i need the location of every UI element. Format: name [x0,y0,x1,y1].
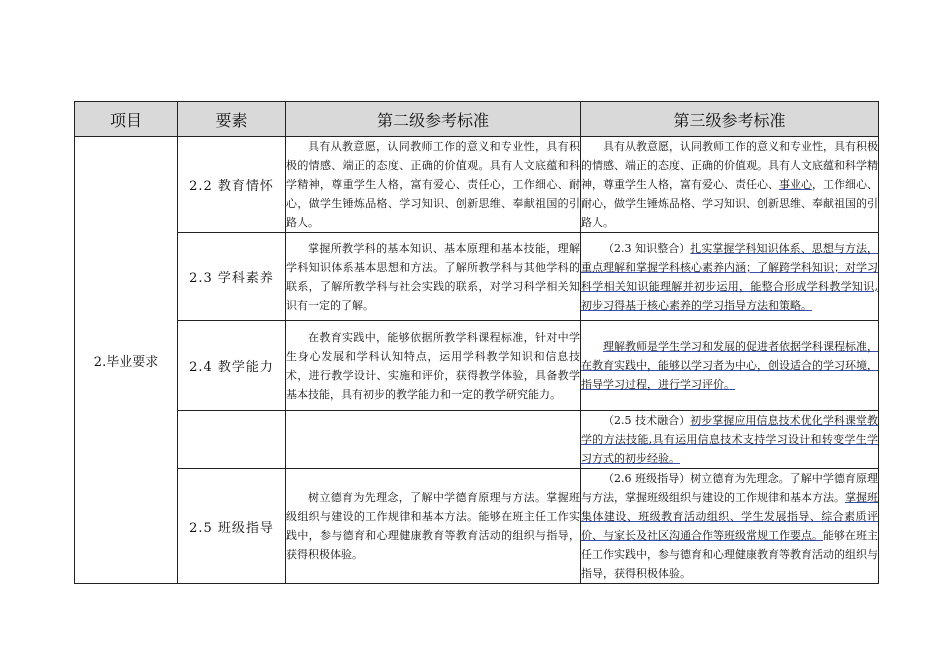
level3-text: 树立德育为先理念。了解中学德育原理与方法，掌握班级组织与建设的工作规律和基本方法。 [581,472,878,504]
level3-cell [581,137,879,233]
level3-text: ，工作细心、耐心，做学生锤炼品格、学习知识、创新思维、奉献祖国的引路人。 [581,178,878,229]
level3-cell [581,233,879,321]
level2-cell: 在教育实践中，能够依据所教学科课程标准，针对中学生身心发展和学科认知特点，运用学科教学知识和信息技术，进行教学设计、实施和评价，获得教学体验，具备教学基本技能，具有初步的教学能力和一定的教学研究能力。 [286,321,581,411]
level3-cell [581,321,879,411]
level2-cell [286,411,581,469]
level3-text: 能够在班主任工作实践中，参与德育和心理健康教育等教育活动的组织与指导，获得积极体验。 [581,529,878,580]
level3-highlight: 扎实掌握学科知识体系、思想与方法，重点理解和掌握学科核心素养内涵；了解跨学科知识；对学习科学相关知识能理解并初步运用，能整合形成学科教学知识,初步习得基于核心素养的学习指导方法和策略。 [581,241,878,312]
element-cell: 2.5 班级指导 [178,469,286,584]
table-row [75,321,879,411]
level3-tag: （2.5 技术融合） [603,414,691,427]
header-level3: 第三级参考标准 [581,102,879,137]
table-row [75,411,879,469]
element-cell: 2.3 学科素养 [178,233,286,321]
header-row [75,102,879,137]
level3-text: 具有从教意愿，认同教师工作的意义和专业性，具有积极的情感、端正的态度、正确的价值观。具有人文底蕴和科学精神，尊重学生人格，富有爱心、责任心、 [581,140,878,191]
level3-cell [581,411,879,469]
level3-tag: （2.6 班级指导） [603,472,691,485]
header-level2: 第二级参考标准 [286,102,581,137]
standards-table [74,101,879,584]
element-cell [178,411,286,469]
level3-highlight: 初步掌握应用信息技术优化学科课堂教学的方法技能,具有运用信息技术支持学习设计和转变学生学习方式的初步经验。 [581,414,878,465]
level3-highlight: 掌握班集体建设、班级教育活动组织、学生发展指导、综合素质评价、与家长及社区沟通合作等班级常规工作要点。 [581,491,878,542]
level3-tag: （2.3 知识整合） [603,241,691,255]
level3-cell [581,469,879,584]
table-row [75,469,879,584]
level3-highlight: 理解教师是学生学习和发展的促进者依据学科课程标准，在教育实践中，能够以学习者为中心，创设适合的学习环境，指导学习过程，进行学习评价。 [581,340,878,391]
level2-cell: 树立德育为先理念，了解中学德育原理与方法。掌握班级组织与建设的工作规律和基本方法。能够在班主任工作实践中，参与德育和心理健康教育等教育活动的组织与指导，获得积极体验。 [286,469,581,584]
level2-cell: 具有从教意愿，认同教师工作的意义和专业性，具有积极的情感、端正的态度、正确的价值观。具有人文底蕴和科学精神，尊重学生人格，富有爱心、责任心，工作细心、耐心，做学生锤炼品格、学习知识、创新思维、奉献祖国的引路人。 [286,137,581,233]
element-cell: 2.2 教育情怀 [178,137,286,233]
project-cell: 2.毕业要求 [75,137,178,584]
table-row [75,137,879,233]
level2-cell: 掌握所教学科的基本知识、基本原理和基本技能，理解学科知识体系基本思想和方法。了解所教学科与其他学科的联系，了解所教学科与社会实践的联系，对学习科学相关知识有一定的了解。 [286,233,581,321]
level3-highlight: 事业心 [779,178,812,191]
element-cell: 2.4 教学能力 [178,321,286,411]
header-element: 要素 [178,102,286,137]
table-row [75,233,879,321]
header-project: 项目 [75,102,178,137]
